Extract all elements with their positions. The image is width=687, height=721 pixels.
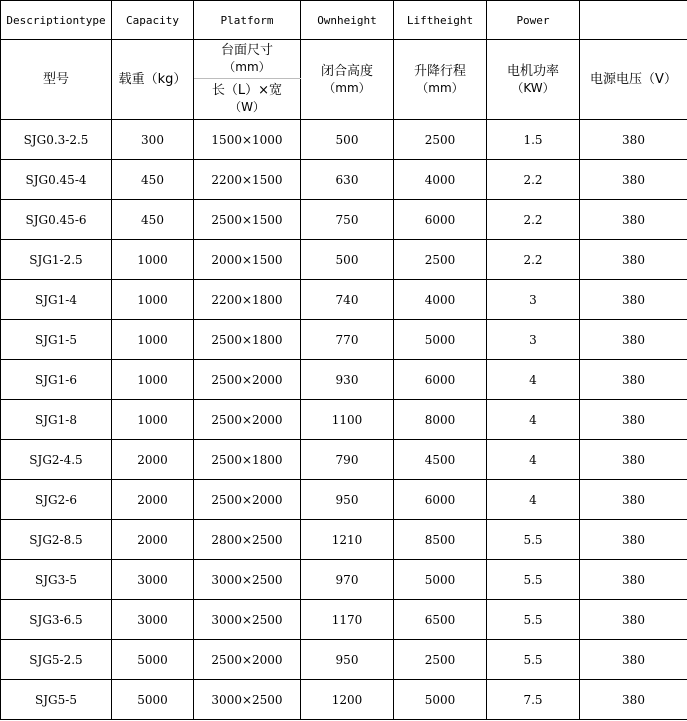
- model-cell: SJG2-4.5: [1, 440, 112, 480]
- model-cell: SJG5-2.5: [1, 640, 112, 680]
- capacity-cell: 1000: [112, 280, 194, 320]
- closed-height-cell: 950: [301, 480, 394, 520]
- platform-cell: 2800×2500: [194, 520, 301, 560]
- power-cell: 5.5: [487, 520, 580, 560]
- platform-cell: 1500×1000: [194, 120, 301, 160]
- closed-height-cell: 970: [301, 560, 394, 600]
- table-row: [1, 240, 687, 280]
- voltage-cell: 380: [580, 160, 687, 200]
- header-cn-capacity-text: 载重（kg）: [118, 72, 187, 87]
- platform-cell: 2500×1800: [194, 440, 301, 480]
- header-cn-platform-dim: [194, 79, 301, 120]
- power-cell: 3: [487, 280, 580, 320]
- model-cell: SJG0.45-4: [1, 160, 112, 200]
- platform-cell: 2500×2000: [194, 640, 301, 680]
- stroke-cell: 6000: [394, 480, 487, 520]
- capacity-cell: 3000: [112, 600, 194, 640]
- header-cn-closed-height: [301, 40, 394, 120]
- header-cn-stroke-line1: 升降行程: [413, 63, 466, 79]
- header-cn-platform: [194, 40, 301, 79]
- header-cn-platform-line2: （mm）: [223, 60, 271, 74]
- capacity-cell: 2000: [112, 440, 194, 480]
- voltage-cell: 380: [580, 360, 687, 400]
- stroke-cell: 2500: [394, 240, 487, 280]
- power-cell: 4: [487, 360, 580, 400]
- capacity-cell: 3000: [112, 560, 194, 600]
- power-cell: 5.5: [487, 560, 580, 600]
- stroke-cell: 2500: [394, 640, 487, 680]
- power-cell: 4: [487, 440, 580, 480]
- table-row: [1, 120, 687, 160]
- table-row: [1, 640, 687, 680]
- table-row: [1, 480, 687, 520]
- header-cn-stroke-line2: （mm）: [416, 80, 464, 95]
- stroke-cell: 6000: [394, 200, 487, 240]
- capacity-cell: 450: [112, 200, 194, 240]
- model-cell: SJG1-2.5: [1, 240, 112, 280]
- power-cell: 3: [487, 320, 580, 360]
- closed-height-cell: 1200: [301, 680, 394, 720]
- voltage-cell: 380: [580, 640, 687, 680]
- header-cn-platform-dim-line2: （W）: [229, 100, 265, 114]
- capacity-cell: 1000: [112, 400, 194, 440]
- header-cn-model-text: 型号: [42, 72, 69, 87]
- table-row: [1, 200, 687, 240]
- platform-cell: 2200×1800: [194, 280, 301, 320]
- voltage-cell: 380: [580, 480, 687, 520]
- platform-cell: 2200×1500: [194, 160, 301, 200]
- power-cell: 4: [487, 400, 580, 440]
- header-cn-stroke: [394, 40, 487, 120]
- header-cn-capacity: [112, 40, 194, 120]
- capacity-cell: 1000: [112, 360, 194, 400]
- capacity-cell: 1000: [112, 320, 194, 360]
- platform-cell: 3000×2500: [194, 680, 301, 720]
- capacity-cell: 300: [112, 120, 194, 160]
- platform-cell: 2500×2000: [194, 360, 301, 400]
- header-cn-power-line1: 电机功率: [506, 63, 559, 79]
- capacity-cell: 1000: [112, 240, 194, 280]
- table-row: [1, 360, 687, 400]
- voltage-cell: 380: [580, 320, 687, 360]
- voltage-cell: 380: [580, 680, 687, 720]
- table-row: [1, 160, 687, 200]
- model-cell: SJG1-4: [1, 280, 112, 320]
- table-row: [1, 520, 687, 560]
- power-cell: 2.2: [487, 200, 580, 240]
- stroke-cell: 5000: [394, 680, 487, 720]
- model-cell: SJG1-5: [1, 320, 112, 360]
- stroke-cell: 4000: [394, 160, 487, 200]
- closed-height-cell: 1210: [301, 520, 394, 560]
- header-cn-platform-line1: 台面尺寸: [220, 43, 273, 58]
- header-cn-model: [1, 40, 112, 120]
- closed-height-cell: 750: [301, 200, 394, 240]
- power-cell: 4: [487, 480, 580, 520]
- voltage-cell: 380: [580, 400, 687, 440]
- stroke-cell: 4000: [394, 280, 487, 320]
- closed-height-cell: 500: [301, 120, 394, 160]
- power-cell: 5.5: [487, 600, 580, 640]
- table-row: [1, 560, 687, 600]
- header-cn-closed-height-line2: （mm）: [323, 80, 371, 95]
- platform-cell: 2500×1500: [194, 200, 301, 240]
- table-row: [1, 320, 687, 360]
- voltage-cell: 380: [580, 520, 687, 560]
- capacity-cell: 5000: [112, 680, 194, 720]
- capacity-cell: 5000: [112, 640, 194, 680]
- model-cell: SJG3-6.5: [1, 600, 112, 640]
- header-en-model: Descriptiontype: [1, 1, 112, 40]
- table-row: [1, 600, 687, 640]
- header-en-capacity: Capacity: [112, 1, 194, 40]
- header-en-liftheight: Liftheight: [394, 1, 487, 40]
- stroke-cell: 5000: [394, 560, 487, 600]
- voltage-cell: 380: [580, 440, 687, 480]
- header-row-cn: [1, 40, 687, 79]
- header-cn-power: [487, 40, 580, 120]
- header-en-power: Power: [487, 1, 580, 40]
- header-cn-voltage-text: 电源电压（V）: [590, 72, 677, 87]
- model-cell: SJG3-5: [1, 560, 112, 600]
- model-cell: SJG0.3-2.5: [1, 120, 112, 160]
- voltage-cell: 380: [580, 560, 687, 600]
- platform-cell: 2500×2000: [194, 400, 301, 440]
- closed-height-cell: 500: [301, 240, 394, 280]
- closed-height-cell: 630: [301, 160, 394, 200]
- closed-height-cell: 740: [301, 280, 394, 320]
- voltage-cell: 380: [580, 120, 687, 160]
- table-row: [1, 400, 687, 440]
- table-row: [1, 440, 687, 480]
- model-cell: SJG2-6: [1, 480, 112, 520]
- header-cn-voltage: [580, 40, 687, 120]
- stroke-cell: 5000: [394, 320, 487, 360]
- header-cn-platform-dim-line1: 长（L）×宽: [211, 83, 283, 98]
- closed-height-cell: 1170: [301, 600, 394, 640]
- table-row: [1, 680, 687, 720]
- header-cn-closed-height-line1: 闭合高度: [320, 63, 373, 79]
- power-cell: 7.5: [487, 680, 580, 720]
- voltage-cell: 380: [580, 240, 687, 280]
- stroke-cell: 6500: [394, 600, 487, 640]
- header-en-platform: Platform: [194, 1, 301, 40]
- voltage-cell: 380: [580, 600, 687, 640]
- stroke-cell: 8000: [394, 400, 487, 440]
- stroke-cell: 6000: [394, 360, 487, 400]
- stroke-cell: 2500: [394, 120, 487, 160]
- closed-height-cell: 770: [301, 320, 394, 360]
- power-cell: 1.5: [487, 120, 580, 160]
- closed-height-cell: 790: [301, 440, 394, 480]
- power-cell: 2.2: [487, 240, 580, 280]
- voltage-cell: 380: [580, 200, 687, 240]
- capacity-cell: 450: [112, 160, 194, 200]
- platform-cell: 3000×2500: [194, 600, 301, 640]
- closed-height-cell: 950: [301, 640, 394, 680]
- header-en-ownheight: Ownheight: [301, 1, 394, 40]
- platform-cell: 3000×2500: [194, 560, 301, 600]
- model-cell: SJG5-5: [1, 680, 112, 720]
- table-row: [1, 280, 687, 320]
- capacity-cell: 2000: [112, 520, 194, 560]
- closed-height-cell: 1100: [301, 400, 394, 440]
- model-cell: SJG2-8.5: [1, 520, 112, 560]
- stroke-cell: 4500: [394, 440, 487, 480]
- platform-cell: 2500×2000: [194, 480, 301, 520]
- header-cn-power-line2: （KW）: [511, 80, 555, 95]
- header-en-voltage: [580, 1, 687, 40]
- model-cell: SJG1-6: [1, 360, 112, 400]
- model-cell: SJG0.45-6: [1, 200, 112, 240]
- voltage-cell: 380: [580, 280, 687, 320]
- power-cell: 5.5: [487, 640, 580, 680]
- power-cell: 2.2: [487, 160, 580, 200]
- model-cell: SJG1-8: [1, 400, 112, 440]
- header-row-en: [1, 1, 687, 40]
- stroke-cell: 8500: [394, 520, 487, 560]
- platform-cell: 2500×1800: [194, 320, 301, 360]
- closed-height-cell: 930: [301, 360, 394, 400]
- platform-cell: 2000×1500: [194, 240, 301, 280]
- capacity-cell: 2000: [112, 480, 194, 520]
